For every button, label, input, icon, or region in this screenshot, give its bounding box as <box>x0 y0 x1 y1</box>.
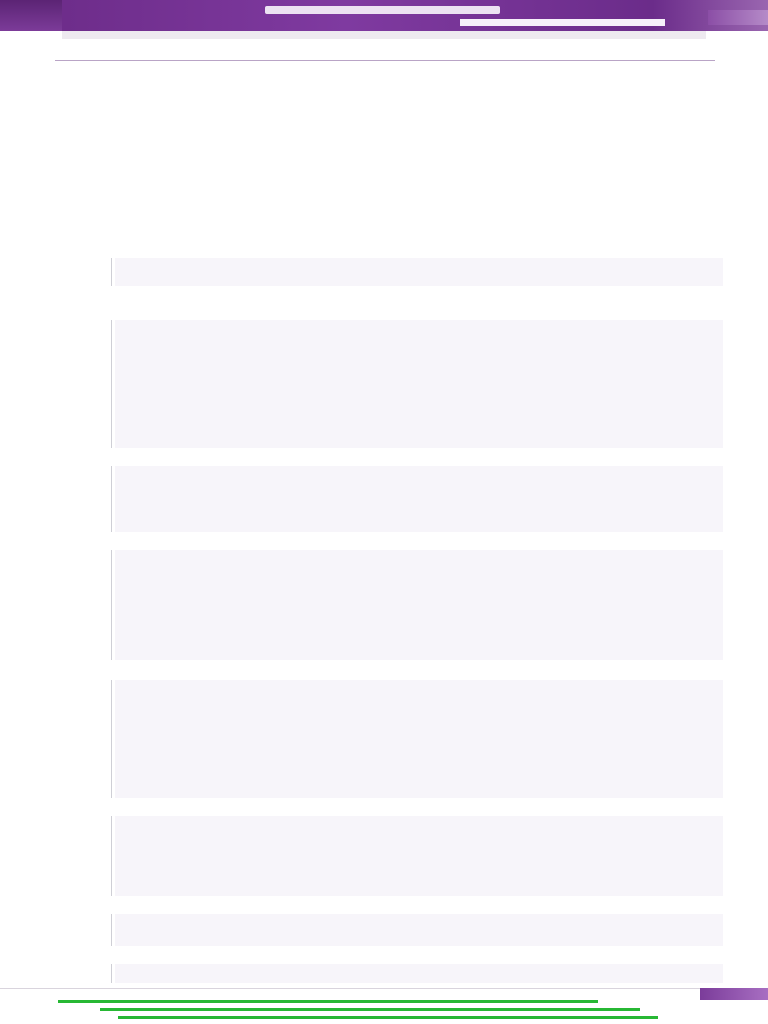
code-block <box>33 258 723 286</box>
paragraph <box>33 534 723 548</box>
paragraph <box>33 150 723 255</box>
header-action-button[interactable] <box>708 10 768 25</box>
code-text <box>115 320 723 448</box>
line-numbers <box>63 680 112 798</box>
paragraph <box>33 78 723 148</box>
paragraph <box>33 898 723 912</box>
code-block <box>33 466 723 532</box>
header-banner <box>0 0 768 31</box>
code-text <box>115 964 723 983</box>
footer-link[interactable] <box>100 1008 640 1011</box>
code-text <box>115 258 723 286</box>
page-title <box>55 40 715 58</box>
secondary-input[interactable] <box>460 19 665 26</box>
footer-link[interactable] <box>118 1016 658 1019</box>
site-logo[interactable] <box>0 0 62 31</box>
footer-badge <box>700 988 768 1000</box>
code-text <box>115 680 723 798</box>
code-block <box>33 816 723 896</box>
code-block <box>33 680 723 798</box>
paragraph <box>33 800 723 814</box>
line-numbers <box>63 816 112 896</box>
paragraph <box>33 948 723 962</box>
footer-divider <box>0 988 768 989</box>
line-numbers <box>63 466 112 532</box>
search-input[interactable] <box>265 6 500 14</box>
line-numbers <box>63 550 112 660</box>
code-block <box>33 964 723 983</box>
code-text <box>115 550 723 660</box>
code-text <box>115 914 723 946</box>
code-block <box>33 550 723 660</box>
code-text <box>115 466 723 532</box>
paragraph <box>33 288 723 318</box>
page-subtitle <box>90 62 690 74</box>
footer-link[interactable] <box>58 1000 598 1003</box>
document-body <box>33 78 723 983</box>
line-numbers <box>63 258 112 286</box>
code-block <box>33 320 723 448</box>
code-text <box>115 816 723 896</box>
code-block <box>33 914 723 946</box>
paragraph <box>33 450 723 464</box>
title-row <box>55 38 715 61</box>
line-numbers <box>63 320 112 448</box>
line-numbers <box>63 964 112 983</box>
paragraph <box>33 662 723 678</box>
line-numbers <box>63 914 112 946</box>
